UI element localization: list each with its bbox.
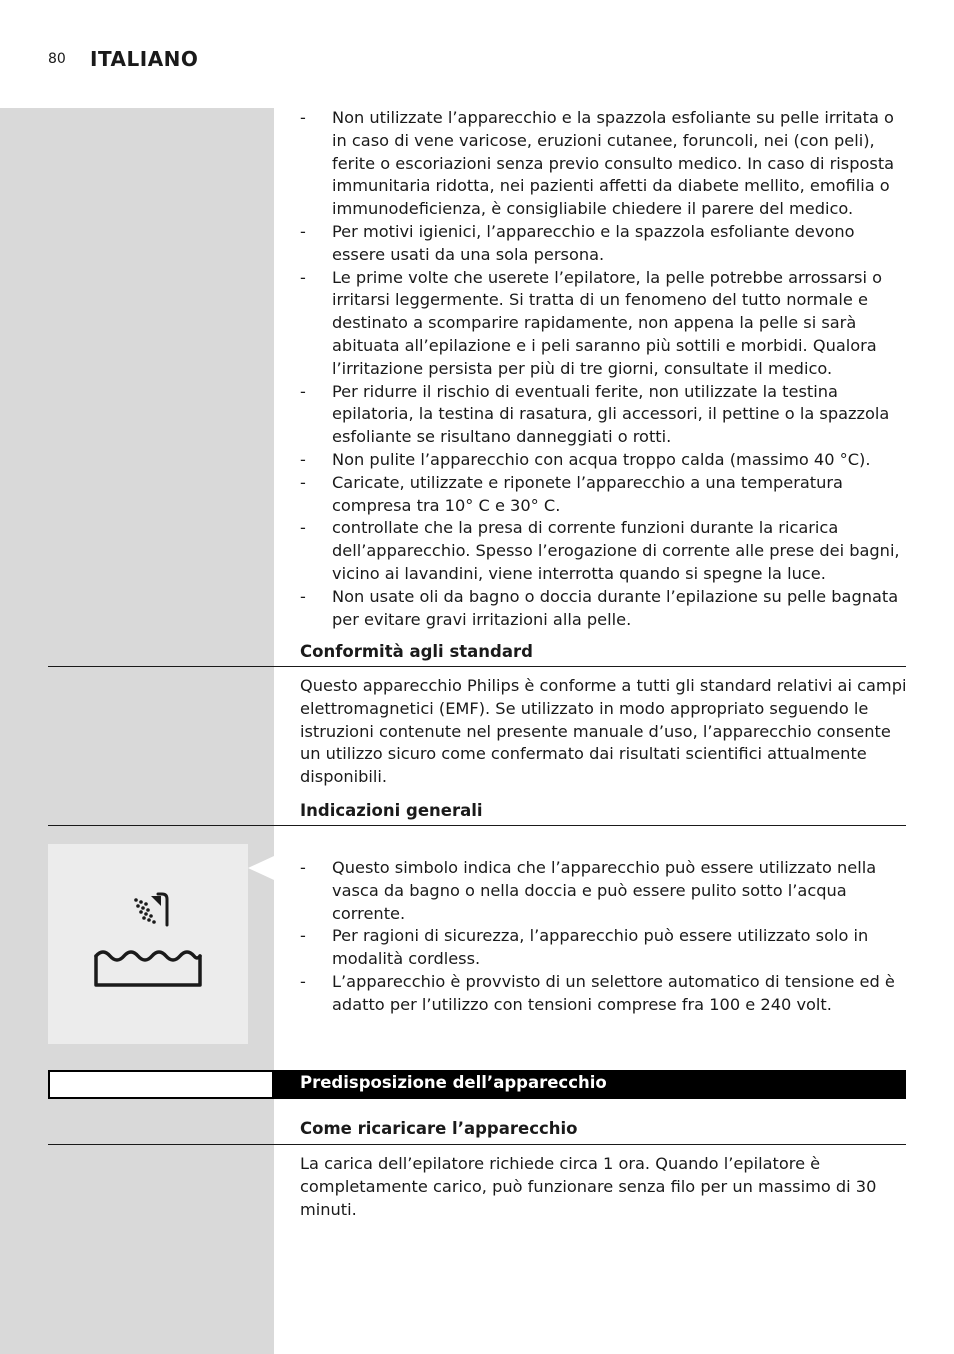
callout-pointer [248,856,274,880]
icon-panel [48,844,248,1044]
list-item: - Per ragioni di sicurezza, l’apparecchio può essere utilizzato solo in modalità cordless. [300,925,910,971]
charging-text: La carica dell’epilatore richiede circa 1 ora. Quando l’epilatore è completamente carico, può funzionare senza filo per un massimo di 30 minuti. [300,1154,877,1219]
shower-bath-icon [48,844,248,1044]
page-number: 80 [48,51,66,67]
general-heading: Indicazioni generali [300,801,483,820]
list-item: - Per motivi igienici, l’apparecchio e la spazzola esfoliante devono essere usati da una sola persona. [300,221,910,267]
list-item: - controllate che la presa di corrente funzioni durante la ricarica dell’apparecchio. Spesso l’erogazione di corrente alle prese dei bagni, vicino ai lavandini, viene interrotta quando si spegne la luce. [300,517,910,585]
list-item: - L’apparecchio è provvisto di un selettore automatico di tensione ed è adatto per l’utilizzo con tensioni comprese fra 100 e 240 volt. [300,971,910,1017]
general-list [300,857,910,1017]
list-item: - Le prime volte che userete l’epilatore, la pelle potrebbe arrossarsi o irritarsi leggermente. Si tratta di un fenomeno del tutto normale e destinato a scomparire rapidamente, non appena la pelle si sarà abituata all’epilazione e i peli saranno più sottili e morbidi. Qualora l’irritazione persista per più di tre giorni, consultate il medico. [300,267,910,381]
divider [48,1144,906,1145]
compliance-heading: Conformità agli standard [300,642,533,661]
language-title: ITALIANO [90,47,199,71]
compliance-text: Questo apparecchio Philips è conforme a tutti gli standard relativi ai campi elettromagnetici (EMF). Se utilizzato in modo appropriato seguendo le istruzioni contenute nel presente manuale d’uso, l’apparecchio consente un utilizzo sicuro come confermato dai risultati scientifici attualmente disponibili. [300,676,907,787]
list-item: - Caricate, utilizzate e riponete l’apparecchio a una temperatura compresa tra 10° C e 30° C. [300,472,910,518]
list-item: - Questo simbolo indica che l’apparecchio può essere utilizzato nella vasca da bagno o nella doccia e può essere pulito sotto l’acqua corrente. [300,857,910,925]
section-bar-margin [50,1072,272,1097]
warnings-list [300,107,910,631]
divider [48,666,906,667]
list-item: - Non pulite l’apparecchio con acqua troppo calda (massimo 40 °C). [300,449,910,472]
left-margin-panel [0,108,274,1354]
list-item: - Non utilizzate l’apparecchio e la spazzola esfoliante su pelle irritata o in caso di vene varicose, eruzioni cutanee, foruncoli, nei (con peli), ferite o escoriazioni senza previo consulto medico. In caso di risposta immunitaria ridotta, nei pazienti affetti da diabete mellito, emofilia o immunodeficienza, è consigliabile chiedere il parere del medico. [300,107,910,221]
charging-heading: Come ricaricare l’apparecchio [300,1119,578,1138]
list-item: - Non usate oli da bagno o doccia durante l’epilazione su pelle bagnata per evitare gravi irritazioni alla pelle. [300,586,910,632]
section-title: Predisposizione dell’apparecchio [300,1073,607,1092]
divider [48,825,906,826]
list-item: - Per ridurre il rischio di eventuali ferite, non utilizzate la testina epilatoria, la testina di rasatura, gli accessori, il pettine o la spazzola esfoliante se risultano danneggiati o rotti. [300,381,910,449]
